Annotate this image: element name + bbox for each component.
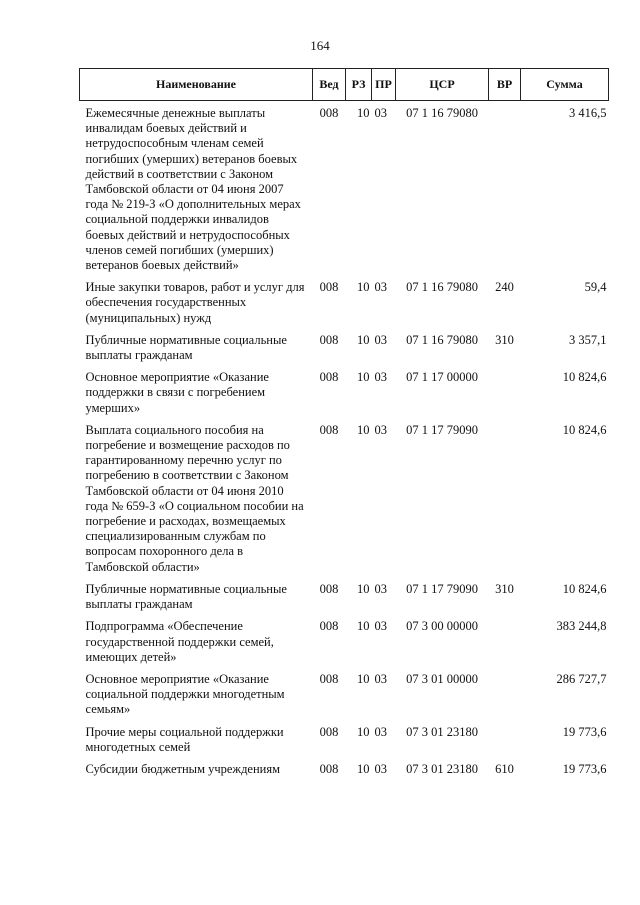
row-csr: 07 1 16 79080 xyxy=(406,106,478,120)
row-name: Иные закупки товаров, работ и услуг для обеспечения государственных (муниципальных) нужд xyxy=(85,280,305,325)
row-name: Публичные нормативные социальные выплаты гражданам xyxy=(85,332,287,363)
header-vr: ВР xyxy=(489,69,521,101)
row-rz: 10 xyxy=(357,724,370,739)
row-ved: 008 xyxy=(319,671,339,686)
row-name: Выплата социального пособия на погребение и возмещение расходов по гарантированному перечню услуг по погребению в соответствии с Законом Тамбовской области от 04 июня 2010 года № 659-З «О социальном пособии на погребение и расходах, возмещаемых специализированным службам по вопросам похоронного дела в Тамбовской области» xyxy=(85,422,304,574)
row-pr: 03 xyxy=(374,106,387,120)
row-ved: 008 xyxy=(319,332,339,347)
row-sum: 3 357,1 xyxy=(569,332,607,347)
row-name: Ежемесячные денежные выплаты инвалидам боевых действий и нетрудоспособным членам семей погибших (умерших) ветеранов боевых действий в соответствии с Законом Тамбовской области от 04 июня 2007 года № 219-З «О дополнительных мерах социальной поддержки инвалидов боевых действий и нетрудоспособных членов семей погибших (умерших) ветеранов боевых действий» xyxy=(85,106,301,273)
row-ved: 008 xyxy=(319,106,339,120)
budget-table xyxy=(79,68,609,784)
row-rz: 10 xyxy=(357,332,370,347)
row-pr: 03 xyxy=(374,332,387,347)
row-pr: 03 xyxy=(374,370,387,385)
row-name: Прочие меры социальной поддержки многодетных семей xyxy=(85,724,284,754)
table-row xyxy=(80,370,609,423)
row-pr: 03 xyxy=(374,280,387,295)
row-sum: 19 773,6 xyxy=(562,724,607,739)
row-vr xyxy=(489,672,521,725)
row-vr xyxy=(489,423,521,582)
row-vr xyxy=(489,106,521,280)
page-number: 164 xyxy=(310,38,330,53)
table-row xyxy=(80,619,609,672)
row-name: Основное мероприятие «Оказание поддержки в связи с погребением умерших» xyxy=(85,370,269,415)
row-vr: 610 xyxy=(495,761,514,776)
row-ved: 008 xyxy=(319,724,339,739)
row-ved: 008 xyxy=(319,422,339,437)
row-vr: 310 xyxy=(495,332,514,347)
row-sum: 286 727,7 xyxy=(556,671,607,686)
row-pr: 03 xyxy=(374,724,387,739)
row-vr xyxy=(489,619,521,672)
row-sum: 19 773,6 xyxy=(562,761,607,776)
row-rz: 10 xyxy=(357,106,370,120)
row-csr: 07 3 01 23180 xyxy=(406,761,478,776)
row-name: Публичные нормативные социальные выплаты гражданам xyxy=(85,581,287,612)
table-row xyxy=(80,582,609,619)
table-row xyxy=(80,280,609,333)
row-csr: 07 1 17 00000 xyxy=(406,370,478,385)
row-rz: 10 xyxy=(357,761,370,776)
row-ved: 008 xyxy=(319,761,339,776)
row-ved: 008 xyxy=(319,280,339,295)
table-row xyxy=(80,106,609,280)
row-vr xyxy=(489,370,521,423)
row-sum: 10 824,6 xyxy=(562,422,607,437)
row-sum: 10 824,6 xyxy=(562,370,607,385)
row-rz: 10 xyxy=(357,280,370,295)
row-vr xyxy=(489,725,521,762)
row-rz: 10 xyxy=(357,671,370,686)
header-csr: ЦСР xyxy=(396,69,489,101)
row-ved: 008 xyxy=(319,370,339,385)
header-name: Наименование xyxy=(80,69,313,101)
table-row xyxy=(80,333,609,370)
row-sum: 10 824,6 xyxy=(562,581,607,596)
row-sum: 383 244,8 xyxy=(556,619,607,634)
row-pr: 03 xyxy=(374,619,387,634)
row-sum: 59,4 xyxy=(584,280,607,295)
row-pr: 03 xyxy=(374,422,387,437)
row-pr: 03 xyxy=(374,761,387,776)
row-pr: 03 xyxy=(374,671,387,686)
row-name: Основное мероприятие «Оказание социальной поддержки многодетным семьям» xyxy=(85,671,285,717)
header-ved: Вед xyxy=(313,69,346,101)
row-ved: 008 xyxy=(319,619,339,634)
table-row xyxy=(80,423,609,582)
row-vr: 310 xyxy=(495,581,514,596)
row-csr: 07 3 00 00000 xyxy=(406,619,478,634)
row-rz: 10 xyxy=(357,370,370,385)
row-csr: 07 1 16 79080 xyxy=(406,280,478,295)
row-rz: 10 xyxy=(357,422,370,437)
table-row xyxy=(80,762,609,784)
table-header-row xyxy=(80,69,609,101)
row-csr: 07 1 16 79080 xyxy=(406,332,478,347)
row-vr: 240 xyxy=(495,280,514,295)
row-csr: 07 3 01 23180 xyxy=(406,724,478,739)
header-sum: Сумма xyxy=(521,69,609,101)
row-csr: 07 3 01 00000 xyxy=(406,671,478,686)
row-name: Подпрограмма «Обеспечение государственной поддержки семей, имеющих детей» xyxy=(85,619,274,664)
row-rz: 10 xyxy=(357,581,370,596)
row-sum: 3 416,5 xyxy=(569,106,607,120)
table-row xyxy=(80,725,609,762)
row-name: Субсидии бюджетным учреждениям xyxy=(85,761,281,776)
row-ved: 008 xyxy=(319,581,339,596)
header-pr: ПР xyxy=(372,69,396,101)
row-csr: 07 1 17 79090 xyxy=(406,581,478,596)
row-pr: 03 xyxy=(374,581,387,596)
row-rz: 10 xyxy=(357,619,370,634)
header-rz: РЗ xyxy=(346,69,372,101)
row-csr: 07 1 17 79090 xyxy=(406,422,478,437)
table-row xyxy=(80,672,609,725)
